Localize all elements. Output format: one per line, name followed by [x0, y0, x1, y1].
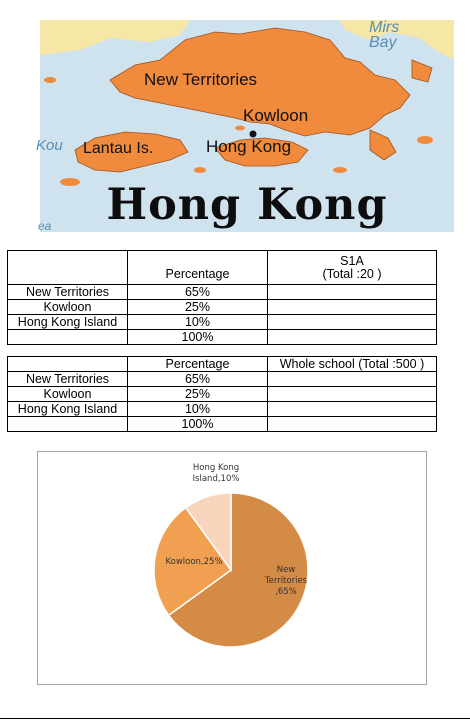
table-row: [8, 387, 437, 402]
table-row: [8, 402, 437, 417]
count-cell: [268, 315, 437, 330]
s1a-table: [7, 250, 437, 345]
region-cell: Hong Kong Island: [8, 402, 128, 417]
table-row: [8, 417, 437, 432]
new-territories-label: New Territories: [144, 70, 258, 89]
percentage-cell: 25%: [128, 387, 268, 402]
region-cell: [8, 417, 128, 432]
hong-kong-label: Hong Kong: [206, 137, 292, 156]
percentage-cell: 100%: [128, 417, 268, 432]
percentage-cell: 10%: [128, 402, 268, 417]
count-cell: [268, 285, 437, 300]
percentage-cell: 10%: [128, 315, 268, 330]
region-cell: Kowloon: [8, 387, 128, 402]
pie-data-label: New Territories ,65%: [264, 565, 308, 597]
map-title: Hong Kong: [106, 180, 388, 230]
whole-school-table: [7, 356, 437, 432]
pie-data-label: Kowloon,25%: [165, 557, 223, 567]
kowloon-label: Kowloon: [243, 106, 309, 125]
table-row: [8, 285, 437, 300]
percentage-cell: 65%: [128, 372, 268, 387]
region-cell: New Territories: [8, 285, 128, 300]
percentage-cell: 100%: [128, 330, 268, 345]
table-row: [8, 315, 437, 330]
count-cell: [268, 372, 437, 387]
hong-kong-map: [36, 19, 454, 233]
table-row: [8, 372, 437, 387]
pie-chart-svg: [38, 452, 426, 684]
table-row: [8, 330, 437, 345]
table-header-cell: Whole school (Total :500 ): [268, 357, 437, 372]
table-header-cell: [8, 357, 128, 372]
table-header-cell: Percentage: [128, 251, 268, 285]
lantau-label: Lantau Is.: [83, 140, 154, 157]
region-cell: New Territories: [8, 372, 128, 387]
region-cell: [8, 330, 128, 345]
count-cell: [268, 300, 437, 315]
table-header-row: [8, 357, 437, 372]
region-cell: Kowloon: [8, 300, 128, 315]
pie-data-label: Hong Kong Island,10%: [192, 463, 240, 484]
count-cell: [268, 402, 437, 417]
table-header-cell: Percentage: [128, 357, 268, 372]
region-pie-chart: [37, 451, 427, 685]
count-cell: [268, 417, 437, 432]
percentage-cell: 25%: [128, 300, 268, 315]
region-cell: Hong Kong Island: [8, 315, 128, 330]
table-row: [8, 300, 437, 315]
table-header-row: [8, 251, 437, 285]
table-header-cell: S1A (Total :20 ): [268, 251, 437, 285]
mirs-bay-label: Mirs Bay: [369, 19, 400, 51]
table-header-cell: [8, 251, 128, 285]
count-cell: [268, 387, 437, 402]
percentage-cell: 65%: [128, 285, 268, 300]
page-bottom-rule: [0, 718, 470, 719]
count-cell: [268, 330, 437, 345]
kou-label: Kou: [36, 137, 63, 154]
ea-label: ea: [38, 219, 52, 233]
